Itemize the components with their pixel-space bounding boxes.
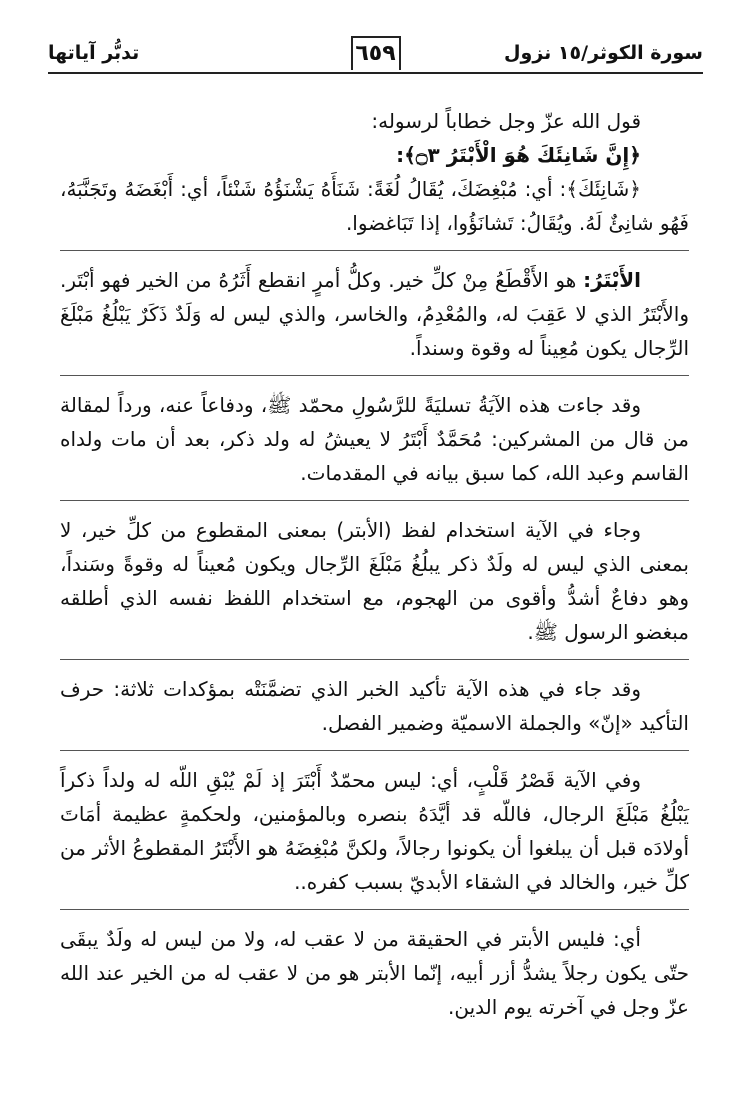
header-surah-title: سورة الكوثر/١٥ نزول [504, 42, 703, 64]
paragraph-restriction: وفي الآية قَصْرُ قَلْبٍ، أي: ليس محمّدٌ أَبْتَرَ إذ لَمْ يُبْقِ اللّه له ولداً ذكراً يَبْلُغُ مَبْلَغَ الرجال، فاللّه قد أيَّدَهُ بنصره وبالمؤمنين، ولحكمةٍ عظيمة أمَاتَ أولادَه قبل أن يبلغوا أن يكونوا رجالاً، ولكنَّ مُبْغِضَهُ هو الأَبْتَرُ المقطوعُ الأثر من كلِّ خير، والخالد في الشقاء الأبديّ بسبب كفره.. [60, 768, 689, 894]
header-section-title: تدبُّر آياتها [48, 42, 140, 64]
separator [60, 500, 689, 501]
page-header [48, 36, 703, 74]
page-number: ٦٥٩ [351, 36, 401, 70]
paragraph-consolation: وقد جاءت هذه الآيَةُ تسليَةً للرَّسُولِ محمّد ﷺ، ودفاعاً عنه، ورداً لمقالة من قال من المشركين: مُحَمَّدٌ أَبْتَرُ لا يعيشُ له ولد ذكر، بعد أن مات ولداه القاسم وعبد الله، كما سبق بيانه في المقدمات. [60, 393, 689, 485]
verse-line: ﴿إِنَّ شَانِئَكَ هُوَ الْأَبْتَرُ ۝٣﴾: [396, 143, 641, 167]
separator [60, 375, 689, 376]
paragraph-abtar [60, 263, 689, 365]
term-abtar: الأَبْتَرُ: [583, 268, 641, 292]
separator [60, 659, 689, 660]
separator [60, 909, 689, 910]
separator [60, 750, 689, 751]
intro-line: قول الله عزّ وجل خطاباً لرسوله: [371, 109, 641, 133]
page-body [60, 104, 689, 1024]
separator [60, 250, 689, 251]
paragraph-usage: وجاء في الآية استخدام لفظ (الأبتر) بمعنى المقطوع من كلِّ خير، لا بمعنى الذي ليس له ولَدٌ ذكر يبلُغُ مَبْلَغَ الرِّجال ويكون مُعيناً له وقوةً وسَنداً، وهو دفاعٌ أشدُّ وأقوى من الهجوم، مع استخدام اللفظ نفسه الذي أطلقه مبغضو الرسول ﷺ. [60, 518, 689, 644]
paragraph-conclusion: أي: فليس الأبتر في الحقيقة من لا عقب له، ولا من ليس له ولَدٌ يبقَى حتّى يكون رجلاً يشدُّ أزر أبيه، إنّما الأبتر هو من لا عقب له من الخير عند الله عزّ وجل في آخرته يوم الدين. [60, 927, 689, 1019]
paragraph-shaniak: ﴿شَانِئَكَ﴾: أي: مُبْغِضَكَ، يُقَالُ لُغَةً: شَنَأَهُ يَشْنَؤُهُ شَنْئاً، أي: أَبْغَضَهُ وتَجَنَّبَهُ، فَهُو شانِئٌ لَهُ. ويُقَالُ: تَشانَؤُوا، إذا تَبَاغضوا. [60, 177, 689, 235]
paragraph-abtar-text: هو الأَقْطَعُ مِنْ كلِّ خير. وكلُّ أمرٍ انقطع أَثَرُهُ من الخير فهو أبْتَر. والأَبْتَرُ الذي لا عَقِبَ له، والمُعْدِمُ، والخاسر، والذي ليس له وَلَدٌ ذَكَرٌ يَبْلُغُ مَبْلَغَ الرِّجال يكون مُعِيناً له وقوة وسنداً. [60, 268, 689, 360]
paragraph-emphasis: وقد جاء في هذه الآية تأكيد الخبر الذي تضمَّنَتْه بمؤكدات ثلاثة: حرف التأكيد «إنّ» والجملة الاسميّة وضمير الفصل. [60, 677, 689, 735]
